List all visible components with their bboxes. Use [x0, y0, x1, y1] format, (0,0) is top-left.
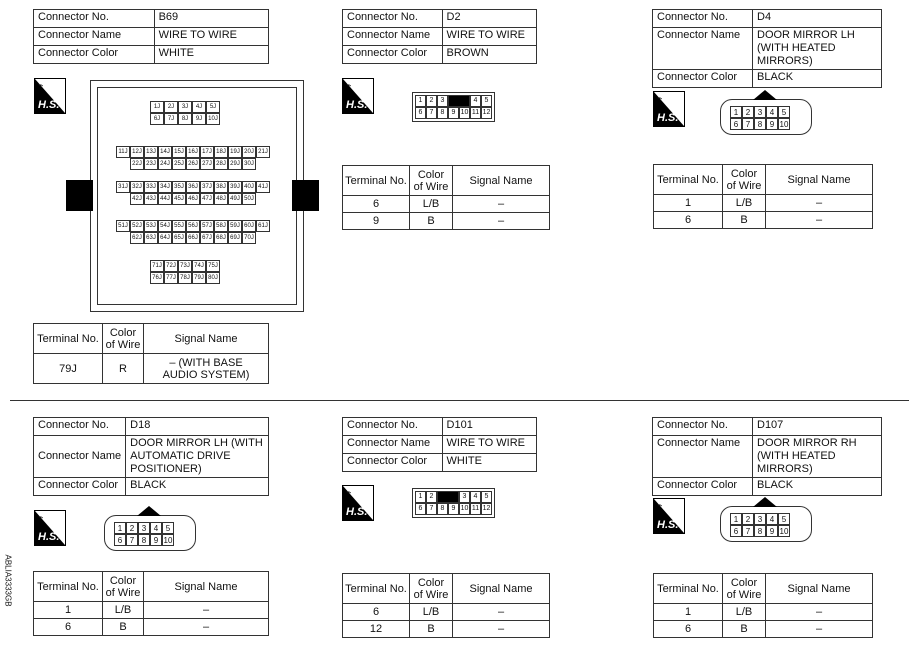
label: Connector No.: [653, 418, 753, 436]
cell-color: B: [103, 619, 144, 636]
pin-5J: 5J: [206, 101, 220, 113]
label: Connector No.: [343, 418, 443, 436]
pin-9: 9: [150, 534, 162, 546]
pin-1: 1: [730, 513, 742, 525]
pin-76J: 76J: [150, 272, 164, 284]
pin-19J: 19J: [228, 146, 242, 158]
pin-4: 4: [766, 106, 778, 118]
hs-icon: ⌁ H.S.: [34, 510, 66, 546]
d101-name: WIRE TO WIRE: [442, 436, 536, 454]
col-header: Terminal No.: [654, 574, 723, 604]
pin-3: 3: [138, 522, 150, 534]
d4-info-table: [652, 9, 882, 88]
pin-3: 3: [437, 95, 448, 107]
pin-73J: 73J: [178, 260, 192, 272]
pin-36J: 36J: [186, 181, 200, 193]
pin-68J: 68J: [214, 232, 228, 244]
pin-38J: 38J: [214, 181, 228, 193]
cell-color: B: [723, 621, 766, 638]
cell-signal: –: [766, 621, 873, 638]
pin-61J: 61J: [256, 220, 270, 232]
pin-74J: 74J: [192, 260, 206, 272]
pin-14J: 14J: [158, 146, 172, 158]
pin-8: 8: [437, 107, 448, 119]
pin-62J: 62J: [130, 232, 144, 244]
pin-72J: 72J: [164, 260, 178, 272]
label: Connector No.: [653, 10, 753, 28]
col-header: Signal Name: [453, 574, 550, 604]
pin-56J: 56J: [186, 220, 200, 232]
pin-6: 6: [730, 525, 742, 537]
b69-no: B69: [154, 10, 268, 28]
pin-22J: 22J: [130, 158, 144, 170]
pin-42J: 42J: [130, 193, 144, 205]
label: Connector Color: [343, 46, 443, 64]
pin-26J: 26J: [186, 158, 200, 170]
d18-color: BLACK: [126, 478, 269, 496]
d107-info-table: [652, 417, 882, 496]
cell-color: B: [410, 621, 453, 638]
pin-5: 5: [481, 95, 492, 107]
d101-terminal-table: [342, 573, 550, 638]
pin-1J: 1J: [150, 101, 164, 113]
col-header: Color of Wire: [723, 165, 766, 195]
label: Connector Name: [653, 436, 753, 478]
pin-6J: 6J: [150, 113, 164, 125]
pin-8: 8: [754, 118, 766, 130]
pin-7: 7: [426, 107, 437, 119]
b69-lock-left: [66, 180, 93, 211]
pin-66J: 66J: [186, 232, 200, 244]
col-header: Signal Name: [766, 574, 873, 604]
pin-46J: 46J: [186, 193, 200, 205]
hs-icon: ⌁ H.S.: [653, 498, 685, 534]
col-header: Color of Wire: [103, 324, 144, 354]
pin-10J: 10J: [206, 113, 220, 125]
b69-color: WHITE: [154, 46, 268, 64]
pin-51J: 51J: [116, 220, 130, 232]
pin-3: 3: [754, 106, 766, 118]
hs-icon: ⌁ H.S.: [34, 78, 66, 114]
pin-8: 8: [437, 503, 448, 515]
cell-color: L/B: [410, 196, 453, 213]
b69-pins-group-2: [116, 146, 270, 170]
pin-31J: 31J: [116, 181, 130, 193]
cell-terminal: 6: [34, 619, 103, 636]
d2-color: BROWN: [442, 46, 536, 64]
pin-18J: 18J: [214, 146, 228, 158]
pin-52J: 52J: [130, 220, 144, 232]
pin-20J: 20J: [242, 146, 256, 158]
cell-signal: –: [453, 604, 550, 621]
pin-80J: 80J: [206, 272, 220, 284]
col-header: Color of Wire: [410, 574, 453, 604]
pin-4J: 4J: [192, 101, 206, 113]
b69-lock-right: [292, 180, 319, 211]
b69-pins-group-3: [116, 181, 270, 205]
label: Connector Name: [34, 436, 126, 478]
pin-24J: 24J: [158, 158, 172, 170]
cell-color: B: [410, 213, 453, 230]
pin-27J: 27J: [200, 158, 214, 170]
pin-8J: 8J: [178, 113, 192, 125]
pin-34J: 34J: [158, 181, 172, 193]
pin-12: 12: [481, 107, 492, 119]
pin-12J: 12J: [130, 146, 144, 158]
pin-17J: 17J: [200, 146, 214, 158]
pin-2J: 2J: [164, 101, 178, 113]
pin-6: 6: [415, 107, 426, 119]
d107-no: D107: [753, 418, 882, 436]
pin-33J: 33J: [144, 181, 158, 193]
pin-25J: 25J: [172, 158, 186, 170]
cell-color: L/B: [723, 195, 766, 212]
d18-connector-face: [104, 506, 196, 552]
pin-10: 10: [163, 536, 173, 545]
pin-50J: 50J: [242, 193, 256, 205]
b69-info-table: [33, 9, 269, 64]
col-header: Color of Wire: [723, 574, 766, 604]
b69-pins-group-5: [150, 260, 220, 284]
col-header: Terminal No.: [654, 165, 723, 195]
pin-11: 11: [470, 503, 481, 515]
cell-terminal: 1: [654, 604, 723, 621]
pin-40J: 40J: [242, 181, 256, 193]
pin-3: 3: [754, 513, 766, 525]
cell-signal: –: [453, 196, 550, 213]
pin-58J: 58J: [214, 220, 228, 232]
d4-name: DOOR MIRROR LH (WITH HEATED MIRRORS): [753, 28, 882, 70]
d101-color: WHITE: [442, 454, 536, 472]
pin-78J: 78J: [178, 272, 192, 284]
d2-connector-face: [412, 92, 495, 122]
pin-2: 2: [426, 491, 437, 503]
pin-5: 5: [481, 491, 492, 503]
cell-signal: –: [766, 195, 873, 212]
pin-8: 8: [138, 534, 150, 546]
pin-3J: 3J: [178, 101, 192, 113]
pin-35J: 35J: [172, 181, 186, 193]
d2-no: D2: [442, 10, 536, 28]
pin-5: 5: [162, 522, 174, 534]
cell-signal: –: [453, 213, 550, 230]
cell-terminal: 1: [654, 195, 723, 212]
pin-3: 3: [459, 491, 470, 503]
b69-terminal-table: [33, 323, 269, 384]
d2-name: WIRE TO WIRE: [442, 28, 536, 46]
pin-57J: 57J: [200, 220, 214, 232]
pin-43J: 43J: [144, 193, 158, 205]
cell-terminal: 9: [343, 213, 410, 230]
col-header: Terminal No.: [343, 574, 410, 604]
pin-69J: 69J: [228, 232, 242, 244]
cell-terminal: 6: [654, 212, 723, 229]
pin-63J: 63J: [144, 232, 158, 244]
pin-10: 10: [779, 120, 789, 129]
cell-color: R: [103, 354, 144, 384]
pin-45J: 45J: [172, 193, 186, 205]
pin-9J: 9J: [192, 113, 206, 125]
col-header: Color of Wire: [410, 166, 453, 196]
pin-11J: 11J: [116, 146, 130, 158]
col-header: Signal Name: [144, 324, 269, 354]
d4-connector-face: [720, 90, 812, 136]
pin-9: 9: [766, 525, 778, 537]
col-header: Terminal No.: [34, 572, 103, 602]
hs-icon: ⌁ H.S.: [653, 91, 685, 127]
pin-9: 9: [766, 118, 778, 130]
pin-53J: 53J: [144, 220, 158, 232]
pin-37J: 37J: [200, 181, 214, 193]
d18-terminal-table: [33, 571, 269, 636]
pin-10: 10: [459, 503, 470, 515]
d2-info-table: [342, 9, 537, 64]
pin-54J: 54J: [158, 220, 172, 232]
col-header: Terminal No.: [343, 166, 410, 196]
b69-pins-group-4: [116, 220, 270, 244]
cell-terminal: 6: [343, 604, 410, 621]
d18-no: D18: [126, 418, 269, 436]
hs-icon: ⌁ H.S.: [342, 485, 374, 521]
pin-16J: 16J: [186, 146, 200, 158]
pin-60J: 60J: [242, 220, 256, 232]
pin-6: 6: [415, 503, 426, 515]
pin-21J: 21J: [256, 146, 270, 158]
pin-7: 7: [426, 503, 437, 515]
label: Connector Color: [653, 478, 753, 496]
d107-terminal-table: [653, 573, 873, 638]
pin-6: 6: [114, 534, 126, 546]
pin-49J: 49J: [228, 193, 242, 205]
cell-terminal: 1: [34, 602, 103, 619]
label: Connector Name: [34, 28, 155, 46]
cell-terminal: 12: [343, 621, 410, 638]
label: Connector Name: [653, 28, 753, 70]
pin-10: 10: [459, 107, 470, 119]
pin-6: 6: [730, 118, 742, 130]
pin-23J: 23J: [144, 158, 158, 170]
pin-75J: 75J: [206, 260, 220, 272]
pin-55J: 55J: [172, 220, 186, 232]
cell-color: B: [723, 212, 766, 229]
pin-32J: 32J: [130, 181, 144, 193]
pin-5: 5: [778, 513, 790, 525]
pin-39J: 39J: [228, 181, 242, 193]
pin-7: 7: [126, 534, 138, 546]
section-divider: [10, 400, 909, 401]
label: Connector Color: [34, 46, 155, 64]
pin-4: 4: [150, 522, 162, 534]
col-header: Color of Wire: [103, 572, 144, 602]
pin-2: 2: [426, 95, 437, 107]
d101-info-table: [342, 417, 537, 472]
pin-48J: 48J: [214, 193, 228, 205]
pin-2: 2: [742, 513, 754, 525]
label: Connector Name: [343, 28, 443, 46]
d107-name: DOOR MIRROR RH (WITH HEATED MIRRORS): [753, 436, 882, 478]
pin-4: 4: [766, 513, 778, 525]
pin-41J: 41J: [256, 181, 270, 193]
d101-connector-face: [412, 488, 495, 518]
pin-71J: 71J: [150, 260, 164, 272]
pin-7J: 7J: [164, 113, 178, 125]
d4-color: BLACK: [753, 70, 882, 88]
cell-terminal: 6: [343, 196, 410, 213]
pin-2: 2: [126, 522, 138, 534]
label: Connector No.: [34, 418, 126, 436]
pin-1: 1: [114, 522, 126, 534]
cell-terminal: 6: [654, 621, 723, 638]
cell-color: L/B: [723, 604, 766, 621]
b69-name: WIRE TO WIRE: [154, 28, 268, 46]
pin-64J: 64J: [158, 232, 172, 244]
cell-signal: –: [144, 619, 269, 636]
col-header: Signal Name: [453, 166, 550, 196]
label: Connector Color: [343, 454, 443, 472]
pin-12: 12: [481, 503, 492, 515]
pin-67J: 67J: [200, 232, 214, 244]
pin-4: 4: [470, 95, 481, 107]
cell-signal: – (WITH BASE AUDIO SYSTEM): [144, 354, 269, 384]
pin-9: 9: [448, 503, 459, 515]
pin-30J: 30J: [242, 158, 256, 170]
d107-color: BLACK: [753, 478, 882, 496]
d18-info-table: [33, 417, 269, 496]
cell-signal: –: [766, 212, 873, 229]
pin-44J: 44J: [158, 193, 172, 205]
pin-1: 1: [415, 95, 426, 107]
pin-47J: 47J: [200, 193, 214, 205]
pin-10: 10: [779, 527, 789, 536]
pin-4: 4: [470, 491, 481, 503]
label: Connector No.: [343, 10, 443, 28]
pin-7: 7: [742, 525, 754, 537]
pin-70J: 70J: [242, 232, 256, 244]
pin-7: 7: [742, 118, 754, 130]
key-block: [448, 95, 470, 107]
key-block: [437, 491, 459, 503]
d18-name: DOOR MIRROR LH (WITH AUTOMATIC DRIVE POSITIONER): [126, 436, 269, 478]
d107-connector-face: [720, 497, 812, 543]
pin-1: 1: [415, 491, 426, 503]
col-header: Signal Name: [766, 165, 873, 195]
d101-no: D101: [442, 418, 536, 436]
pin-9: 9: [448, 107, 459, 119]
cell-signal: –: [766, 604, 873, 621]
pin-79J: 79J: [192, 272, 206, 284]
d4-no: D4: [753, 10, 882, 28]
pin-11: 11: [470, 107, 481, 119]
hs-icon: ⌁ H.S.: [342, 78, 374, 114]
cell-color: L/B: [410, 604, 453, 621]
figure-id: ABLIA3333GB: [3, 554, 13, 607]
pin-77J: 77J: [164, 272, 178, 284]
cell-signal: –: [144, 602, 269, 619]
pin-59J: 59J: [228, 220, 242, 232]
pin-28J: 28J: [214, 158, 228, 170]
pin-1: 1: [730, 106, 742, 118]
cell-terminal: 79J: [34, 354, 103, 384]
label: Connector Name: [343, 436, 443, 454]
pin-13J: 13J: [144, 146, 158, 158]
cell-signal: –: [453, 621, 550, 638]
pin-2: 2: [742, 106, 754, 118]
d4-terminal-table: [653, 164, 873, 229]
col-header: Terminal No.: [34, 324, 103, 354]
pin-15J: 15J: [172, 146, 186, 158]
label: Connector No.: [34, 10, 155, 28]
d2-terminal-table: [342, 165, 550, 230]
b69-pins-group-1: [150, 101, 220, 125]
pin-8: 8: [754, 525, 766, 537]
pin-65J: 65J: [172, 232, 186, 244]
col-header: Signal Name: [144, 572, 269, 602]
label: Connector Color: [34, 478, 126, 496]
cell-color: L/B: [103, 602, 144, 619]
pin-5: 5: [778, 106, 790, 118]
pin-29J: 29J: [228, 158, 242, 170]
label: Connector Color: [653, 70, 753, 88]
